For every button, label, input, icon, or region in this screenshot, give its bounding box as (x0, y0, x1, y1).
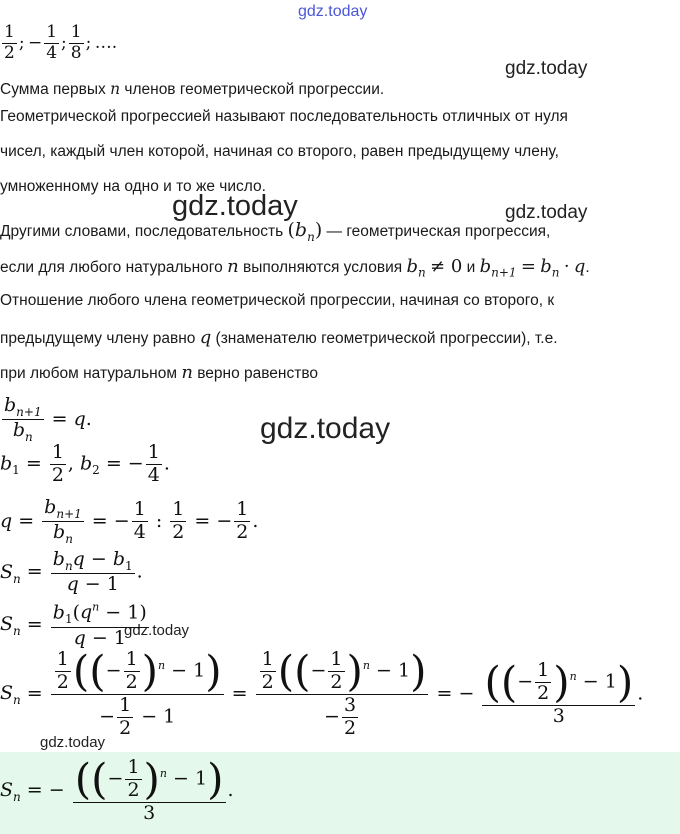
ratio-line: предыдущему члену равно q (знаменателю геометрической прогрессии), т.е. (0, 327, 558, 348)
watermark: gdz.today (40, 734, 106, 751)
watermark: gdz.today (260, 412, 391, 445)
watermark-top: gdz.today (298, 3, 368, 20)
formula-answer: $S_n$ = − ((− $\frac{1}{2}$ )$^n$ − 1) 3 . (0, 754, 234, 824)
ratio-line: при любом натуральном n верно равенство (0, 362, 319, 383)
ratio-line: Отношение любого члена геометрической прогрессии, начиная со второго, к (0, 292, 555, 309)
sequence: $\frac{1}{2}$ ; − $\frac{1}{4}$ ; $\frac{1}{8}$ ; …. (4, 22, 118, 63)
formula-sum-closed: $S_n$ = $\frac{b_1(q^n - 1)}{q - 1}$ (0, 601, 147, 649)
formula-b1-b2: $b_1$ = $\frac{1}{2}$ , $b_2$ = − $\frac{1}{4}$ . (0, 441, 170, 486)
watermark: gdz.today (172, 190, 298, 222)
formula-sum-general: $S_n$ = $\frac{b_nq - b_1}{q - 1}$ . (0, 548, 143, 596)
other-words-line: Другими словами, последовательность $(b_n)$ — геометрическая прогрессия, (0, 219, 551, 244)
formula-q: q = $\frac{b_{n+1}}{b_n}$ = − $\frac{1}{4}$ : $\frac{1}{2}$ = − $\frac{1}{2}$ . (0, 496, 259, 547)
definition-line: чисел, каждый член которой, начиная со второго, равен предыдущему члену, (0, 143, 559, 160)
watermark: gdz.today (505, 58, 588, 79)
watermark: gdz.today (505, 202, 588, 223)
definition-line: Геометрической прогрессией называют последовательность отличных от нуля (0, 108, 568, 125)
definition-line: умноженному на одно и то же число. (0, 178, 266, 195)
formula-ratio: $\frac{b_{n+1}}{b_n}$ = q. (4, 394, 92, 445)
task-title: Сумма первых n членов геометрической прогрессии. (0, 80, 385, 98)
watermark: gdz.today (124, 622, 190, 639)
formula-substitution: $S_n$ = $\frac{1}{2}$ ((− $\frac{1}{2}$ )$^n$ − 1) − $\frac{1}{2}$ − 1 = $\frac{1}{2}$ ((− $\frac{1}{2}$ )$^n$ − 1) − $\frac{3}{2}$ = − ((− $\frac{1}{2}$ )$^n$ − 1) 3 . (0, 646, 644, 739)
conditions-line: если для любого натурального n выполняются условия $b_n \ne 0$ и $b_{n+1} = b_n \cdot q$. (0, 256, 590, 280)
